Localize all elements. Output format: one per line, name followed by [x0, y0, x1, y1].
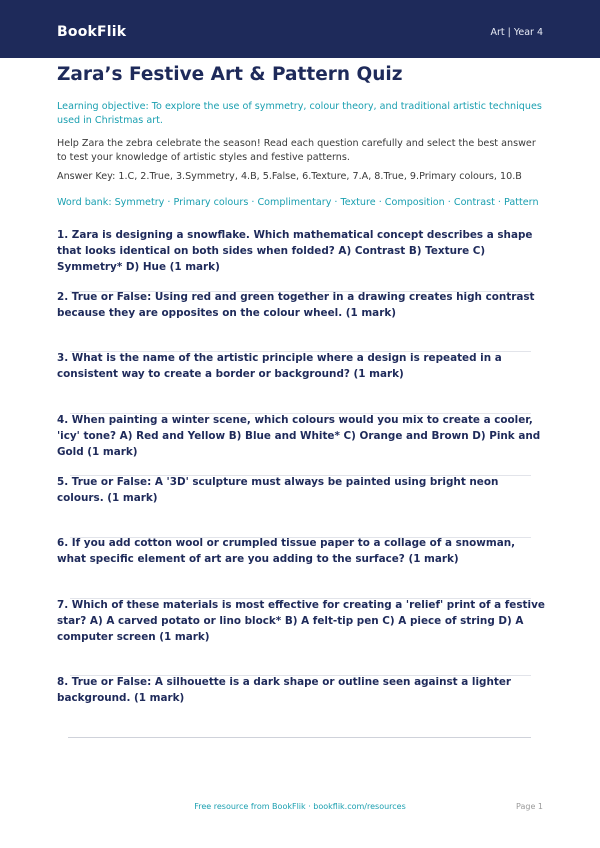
header-bar [0, 0, 600, 58]
brand-logo[interactable]: BookFlik [57, 24, 127, 40]
page-title: Zara’s Festive Art & Pattern Quiz [57, 64, 403, 85]
question-3: 3. What is the name of the artistic principle where a design is repeated in a consistent way to create a border or background? (1 mark) [57, 352, 502, 380]
question-2: 2. True or False: Using red and green together in a drawing creates high contrast because they are opposites on the colour wheel. (1 mark) [57, 291, 535, 319]
footer-credit[interactable]: Free resource from BookFlik · bookflik.com/resources [194, 802, 406, 811]
answer-key: Answer Key: 1.C, 2.True, 3.Symmetry, 4.B, 5.False, 6.Texture, 7.A, 8.True, 9.Primary colours, 10.B [57, 171, 522, 182]
word-bank: Word bank: Symmetry · Primary colours · Complimentary · Texture · Composition · Contrast · Pattern [57, 197, 539, 208]
question-8: 8. True or False: A silhouette is a dark shape or outline seen against a lighter background. (1 mark) [57, 676, 511, 704]
question-7: 7. Which of these materials is most effective for creating a 'relief' print of a festive star? A) A carved potato or lino block* B) A felt-tip pen C) A piece of string D) A computer screen (1 mark) [57, 599, 545, 643]
question-1: 1. Zara is designing a snowflake. Which mathematical concept describes a shape that looks identical on both sides when folded? A) Contrast B) Texture C) Symmetry* D) Hue (1 mark) [57, 229, 533, 273]
subject-year-label: Art | Year 4 [490, 27, 543, 38]
page-number: Page 1 [516, 802, 543, 811]
learning-objective: Learning objective: To explore the use of symmetry, colour theory, and traditional artistic techniques used in Christmas art. [57, 101, 542, 126]
question-5: 5. True or False: A '3D' sculpture must always be painted using bright neon colours. (1 mark) [57, 476, 499, 504]
question-6: 6. If you add cotton wool or crumpled tissue paper to a collage of a snowman, what specific element of art are you adding to the surface? (1 mark) [57, 537, 516, 565]
divider [68, 737, 531, 738]
question-4: 4. When painting a winter scene, which colours would you mix to create a cooler, 'icy' tone? A) Red and Yellow B) Blue and White* C) Orange and Brown D) Pink and Gold (1 mark) [57, 414, 541, 458]
intro-text: Help Zara the zebra celebrate the season! Read each question carefully and select the best answer to test your knowledge of artistic styles and festive patterns. [57, 138, 536, 163]
